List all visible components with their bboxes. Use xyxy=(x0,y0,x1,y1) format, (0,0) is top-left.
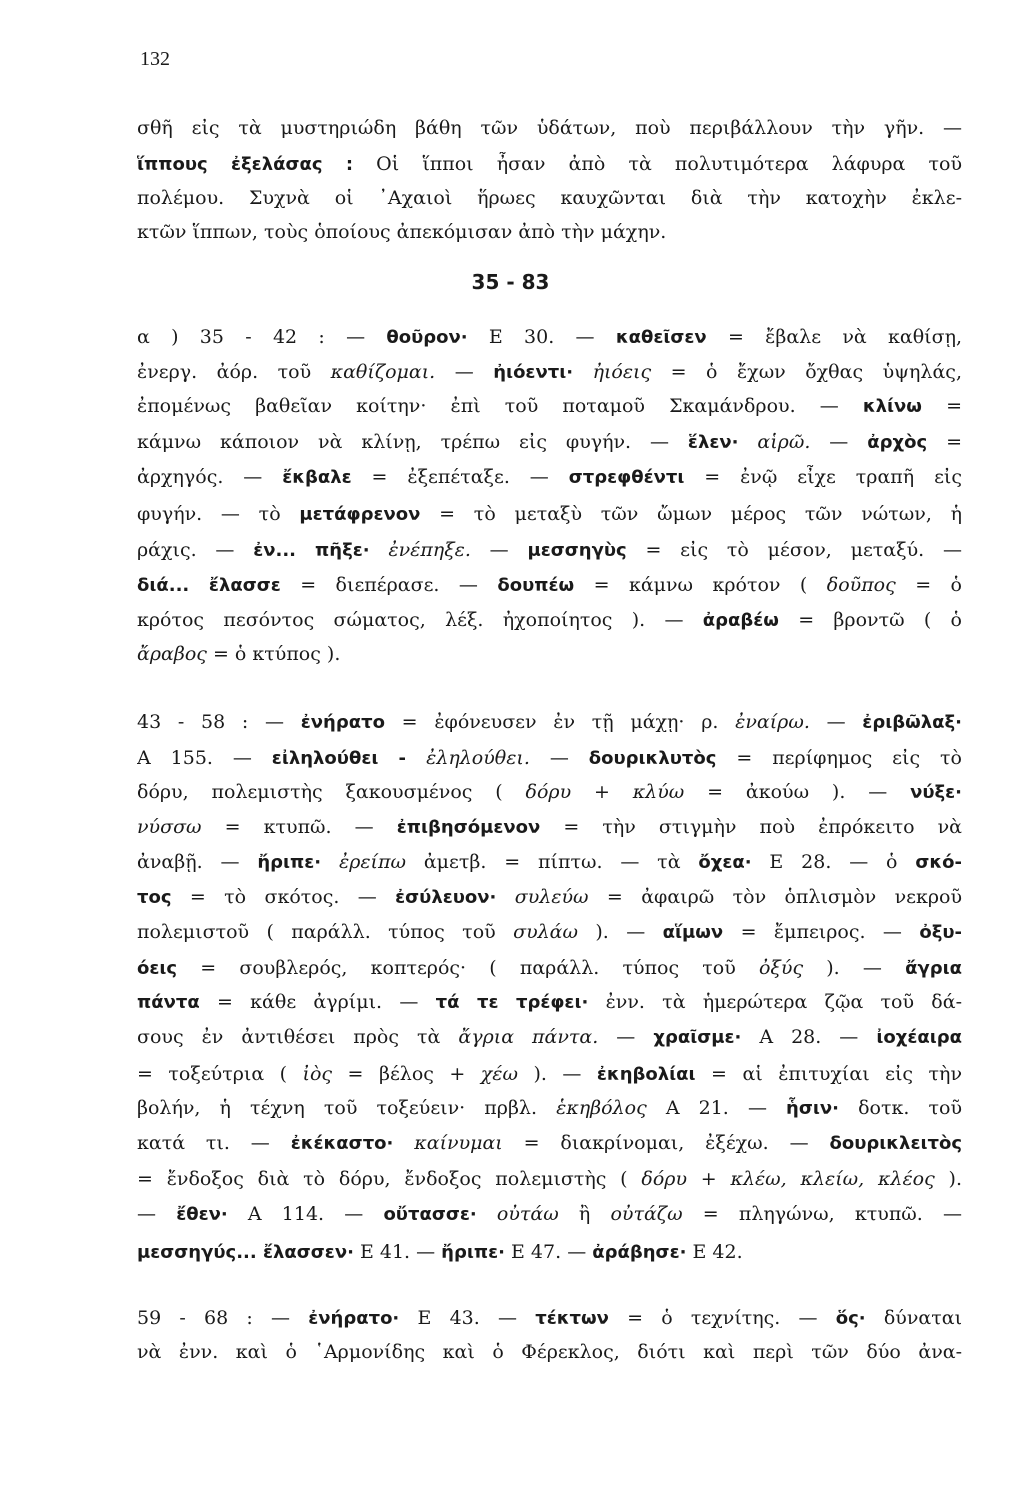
text-line xyxy=(137,186,962,210)
text-segment: = ἐξεπέταξε. — xyxy=(351,466,569,488)
lemma-term: εἰληλούθει - xyxy=(271,748,427,769)
lemma-term: οὔτασσε· xyxy=(383,1204,477,1225)
lemma-term: όεις xyxy=(137,958,178,979)
text-segment: νὰ ἐνν. καὶ ὁ ῾Αρμονίδης καὶ ὁ Φέρεκλος, διότι καὶ περὶ τῶν δύο ἀνα- xyxy=(137,1341,962,1363)
lemma-term: νύξε· xyxy=(910,782,962,803)
text-segment: κατά τι. — xyxy=(137,1132,291,1154)
text-segment: = ἔβαλε νὰ καθίσῃ, xyxy=(706,326,962,348)
text-segment: — xyxy=(598,1026,654,1048)
lemma-term: ἕλεν· xyxy=(687,432,739,453)
text-segment: = πληγώνω, κτυπῶ. — xyxy=(682,1203,962,1225)
section-heading: 35 - 83 xyxy=(471,270,550,294)
text-segment: 59 - 68 : — xyxy=(137,1307,309,1329)
lemma-term: τέκτων xyxy=(535,1308,609,1329)
text-segment: δόρυ, πολεμιστὴς ξακουσμένος ( xyxy=(137,781,526,803)
text-segment: — xyxy=(529,747,589,769)
text-segment xyxy=(321,851,339,873)
text-segment: = ἀφαιρῶ τὸν ὁπλισμὸν νεκροῦ xyxy=(588,886,962,908)
text-line xyxy=(137,850,962,875)
lemma-term: ἤριπε· xyxy=(441,1242,505,1263)
text-segment: = ἔνδοξος διὰ τὸ δόρυ, ἔνδοξος πολεμιστὴς ( xyxy=(137,1168,642,1190)
text-segment: = σουβλερός, κοπτερός· ( παράλλ. τύπος τοῦ xyxy=(177,957,759,979)
text-line xyxy=(137,538,962,563)
text-line xyxy=(137,1340,962,1364)
text-segment: Α 28. — xyxy=(741,1026,877,1048)
text-segment: κάμνω κάποιον νὰ κλίνῃ, τρέπω εἰς φυγήν. — xyxy=(137,431,688,453)
text-segment: = ὁ τεχνίτης. — xyxy=(608,1307,836,1329)
text-segment: ἀναβῇ. — xyxy=(137,851,258,873)
italic-term: ἐνέπηξε. xyxy=(388,539,471,561)
italic-term: ἠιόεις xyxy=(592,361,652,383)
text-segment: Ε 28. — ὁ xyxy=(751,851,916,873)
lemma-term: ἤριπε· xyxy=(257,852,322,873)
lemma-term: σκό- xyxy=(915,852,962,873)
italic-term: ἰὸς xyxy=(302,1063,333,1085)
text-segment: α ) 35 - 42 : — xyxy=(137,326,387,348)
text-segment: ἐνν. τὰ ἡμερώτερα ζῷα τοῦ δά- xyxy=(588,991,962,1013)
italic-term: ἄραβος xyxy=(137,643,207,665)
text-line xyxy=(137,1062,962,1087)
italic-term: ἐναίρω. xyxy=(735,711,810,733)
text-segment: = διακρίνομαι, ἐξέχω. — xyxy=(502,1132,830,1154)
text-segment: = τοξεύτρια ( xyxy=(137,1063,303,1085)
lemma-term: ἐσύλευον· xyxy=(395,887,497,908)
lemma-term: ἔκβαλε xyxy=(282,467,352,488)
text-segment: = ἔμπειρος. — xyxy=(723,921,920,943)
text-line xyxy=(137,152,962,177)
text-segment: ). — xyxy=(577,921,663,943)
lemma-term: καθεῖσεν xyxy=(615,327,707,348)
text-segment: δοτκ. τοῦ xyxy=(839,1097,962,1119)
italic-term: ἐρείπω xyxy=(339,851,406,873)
text-line xyxy=(137,1167,962,1191)
italic-term: συλεύω xyxy=(514,886,589,908)
lemma-term: δουρικλειτὸς xyxy=(829,1133,962,1154)
text-segment: ράχις. — xyxy=(137,539,254,561)
text-segment: Ε 42. xyxy=(686,1241,743,1263)
italic-term: δόρυ + κλύω xyxy=(525,781,685,803)
text-line xyxy=(137,430,962,455)
italic-term: ἐληλούθει. xyxy=(426,747,530,769)
text-segment: πολέμου. Συχνὰ οἱ ᾿Αχαιοὶ ἥρωες καυχῶνται διὰ τὴν κατοχὴν ἐκλε- xyxy=(137,187,962,209)
text-segment: = xyxy=(921,395,962,417)
italic-term: δοῦπος xyxy=(826,574,896,596)
lemma-term: ὄχεα· xyxy=(698,852,752,873)
italic-term: χέω xyxy=(480,1063,518,1085)
text-segment: = κάμνω κρότον ( xyxy=(574,574,827,596)
text-segment: Ε 41. — xyxy=(353,1241,442,1263)
text-line xyxy=(137,116,962,140)
text-segment: — xyxy=(137,1203,177,1225)
text-line xyxy=(137,780,962,805)
italic-term: καθίζομαι. xyxy=(330,361,436,383)
lemma-term: χραῖσμε· xyxy=(653,1027,742,1048)
italic-term: συλάω xyxy=(513,921,578,943)
text-line xyxy=(137,956,962,981)
text-line xyxy=(137,1025,962,1050)
text-segment: = τὸ μεταξὺ τῶν ὤμων μέρος τῶν νώτων, ἡ xyxy=(420,503,962,525)
page-number: 132 xyxy=(140,48,170,70)
italic-term: δόρυ + κλέω, κλείω, κλέος xyxy=(641,1168,935,1190)
text-segment: = περίφημος εἰς τὸ xyxy=(716,747,962,769)
lemma-term: ἵππους ἐξελάσας : xyxy=(137,154,354,175)
text-line xyxy=(137,642,962,666)
lemma-term: τος xyxy=(137,887,172,908)
text-segment: = κάθε ἀγρίμι. — xyxy=(199,991,436,1013)
text-segment: κτῶν ἵππων, τοὺς ὁποίους ἀπεκόμισαν ἀπὸ τὴν μάχην. xyxy=(137,221,667,243)
text-segment: = κτυπῶ. — xyxy=(201,816,397,838)
lemma-term: διά... ἔλασσε xyxy=(137,575,281,596)
text-line xyxy=(137,1306,962,1331)
text-segment: βολήν, ἡ τέχνη τοῦ τοξεύειν· πρβλ. xyxy=(137,1097,557,1119)
lemma-term: ἧσιν· xyxy=(786,1098,839,1119)
text-line xyxy=(137,1240,962,1265)
lemma-term: πάντα xyxy=(137,992,200,1013)
text-line xyxy=(137,1096,962,1121)
text-segment: 43 - 58 : — xyxy=(137,711,301,733)
text-line xyxy=(137,1131,962,1156)
text-segment: = τὸ σκότος. — xyxy=(171,886,396,908)
text-segment: Οἱ ἵπποι ἦσαν ἀπὸ τὰ πολυτιμότερα λάφυρα τοῦ xyxy=(353,153,962,175)
text-segment: Α 155. — xyxy=(137,747,272,769)
italic-term: ὀξύς xyxy=(758,957,804,979)
lemma-term: ἐκέκαστο· xyxy=(290,1133,394,1154)
text-line xyxy=(137,325,962,350)
text-segment xyxy=(393,1132,414,1154)
lemma-term: τά τε τρέφει· xyxy=(435,992,589,1013)
lemma-term: δουπέω xyxy=(497,575,575,596)
text-segment: = ὁ ἔχων ὄχθας ὑψηλάς, xyxy=(651,361,962,383)
lemma-term: μεσσηγὺς xyxy=(527,540,627,561)
text-line xyxy=(137,394,962,419)
lemma-term: ὅς· xyxy=(835,1308,866,1329)
text-segment: = ὁ xyxy=(895,574,962,596)
text-line xyxy=(137,815,962,840)
lemma-term: θοῦρον· xyxy=(386,327,468,348)
lemma-term: ἐπιβησόμενον xyxy=(396,817,541,838)
text-segment: Ε 43. — xyxy=(399,1307,536,1329)
text-segment xyxy=(370,539,389,561)
lemma-term: ἐκηβολίαι xyxy=(596,1064,696,1085)
italic-term: καίνυμαι xyxy=(414,1132,503,1154)
text-segment: Α 114. — xyxy=(227,1203,384,1225)
lemma-term: ἠιόεντι· xyxy=(493,362,574,383)
text-line xyxy=(137,465,962,490)
text-segment: = βέλος + xyxy=(332,1063,481,1085)
lemma-term: ἄγρια xyxy=(905,958,962,979)
text-segment: ἐπομένως βαθεῖαν κοίτην· ἐπὶ τοῦ ποταμοῦ Σκαμάνδρου. — xyxy=(137,395,863,417)
lemma-term: μετάφρενον xyxy=(299,504,421,525)
text-segment: ). xyxy=(934,1168,962,1190)
text-segment: ). — xyxy=(518,1063,597,1085)
lemma-term: κλίνω xyxy=(862,396,922,417)
italic-term: ἄγρια πάντα. xyxy=(458,1026,599,1048)
text-segment: κρότος πεσόντος σώματος, λέξ. ἠχοποίητος ). — xyxy=(137,609,703,631)
lemma-term: δουρικλυτὸς xyxy=(588,748,717,769)
text-segment xyxy=(477,1203,497,1225)
text-segment: = ἐνῷ εἶχε τραπῆ εἰς xyxy=(684,466,962,488)
text-segment: = ἐφόνευσεν ἐν τῇ μάχῃ· ρ. xyxy=(384,711,736,733)
text-segment: — xyxy=(809,711,863,733)
text-line xyxy=(137,885,962,910)
text-segment: = τὴν στιγμὴν ποὺ ἐπρόκειτο νὰ xyxy=(540,816,962,838)
text-segment xyxy=(573,361,593,383)
text-line xyxy=(137,710,962,735)
text-segment: Α 21. — xyxy=(646,1097,787,1119)
text-segment: ). — xyxy=(803,957,906,979)
text-segment: δύναται xyxy=(865,1307,962,1329)
text-segment: = εἰς τὸ μέσον, μεταξύ. — xyxy=(626,539,962,561)
text-segment: — xyxy=(810,431,868,453)
lemma-term: ἐνήρατο xyxy=(300,712,385,733)
text-segment: ἢ xyxy=(558,1203,611,1225)
text-line xyxy=(137,990,962,1015)
lemma-term: ἀραβέω xyxy=(702,610,779,631)
text-segment: ἀμετβ. = πίπτω. — τὰ xyxy=(406,851,699,873)
text-segment: ἀρχηγός. — xyxy=(137,466,283,488)
text-line xyxy=(137,220,962,244)
text-segment: — xyxy=(470,539,528,561)
text-segment: σους ἐν ἀντιθέσει πρὸς τὰ xyxy=(137,1026,459,1048)
text-line xyxy=(137,502,962,527)
text-line xyxy=(137,920,962,945)
text-line xyxy=(137,608,962,633)
text-segment: = βροντῶ ( ὁ xyxy=(778,609,962,631)
lemma-term: στρεφθέντι xyxy=(568,467,685,488)
lemma-term: ὀξυ- xyxy=(919,922,962,943)
text-segment: = xyxy=(927,431,962,453)
text-segment: ἐνεργ. ἀόρ. τοῦ xyxy=(137,361,331,383)
lemma-term: ἰοχέαιρα xyxy=(876,1027,962,1048)
text-segment: σθῆ εἰς τὰ μυστηριώδη βάθη τῶν ὑδάτων, ποὺ περιβάλλουν τὴν γῆν. — xyxy=(137,117,962,139)
text-segment: = αἱ ἐπιτυχίαι εἰς τὴν xyxy=(695,1063,962,1085)
text-segment xyxy=(738,431,757,453)
text-segment: φυγήν. — τὸ xyxy=(137,503,300,525)
lemma-term: ἐριβῶλαξ· xyxy=(862,712,962,733)
italic-term: ἑκηβόλος xyxy=(556,1097,647,1119)
text-segment: = ἀκούω ). — xyxy=(684,781,911,803)
text-segment: = ὁ κτύπος ). xyxy=(206,643,341,665)
italic-term: αἱρῶ. xyxy=(757,431,811,453)
text-line xyxy=(137,573,962,598)
lemma-term: μεσσηγύς... ἔλασσεν· xyxy=(137,1242,354,1263)
text-segment: — xyxy=(435,361,494,383)
text-segment: = διεπέρασε. — xyxy=(280,574,498,596)
italic-term: νύσσω xyxy=(137,816,202,838)
lemma-term: ἀρχὸς xyxy=(867,432,928,453)
text-line xyxy=(137,1202,962,1227)
italic-term: οὐτάζω xyxy=(610,1203,683,1225)
lemma-term: ἐνήρατο· xyxy=(308,1308,400,1329)
text-segment: Ε 47. — xyxy=(504,1241,593,1263)
lemma-term: αἵμων xyxy=(662,922,724,943)
text-line xyxy=(137,746,962,771)
text-segment xyxy=(496,886,514,908)
text-segment: πολεμιστοῦ ( παράλλ. τύπος τοῦ xyxy=(137,921,514,943)
text-line xyxy=(137,360,962,385)
lemma-term: ἀράβησε· xyxy=(592,1242,687,1263)
lemma-term: ἐν... πῆξε· xyxy=(253,540,370,561)
text-segment: Ε 30. — xyxy=(467,326,616,348)
lemma-term: ἔθεν· xyxy=(176,1204,228,1225)
italic-term: οὐτάω xyxy=(496,1203,559,1225)
